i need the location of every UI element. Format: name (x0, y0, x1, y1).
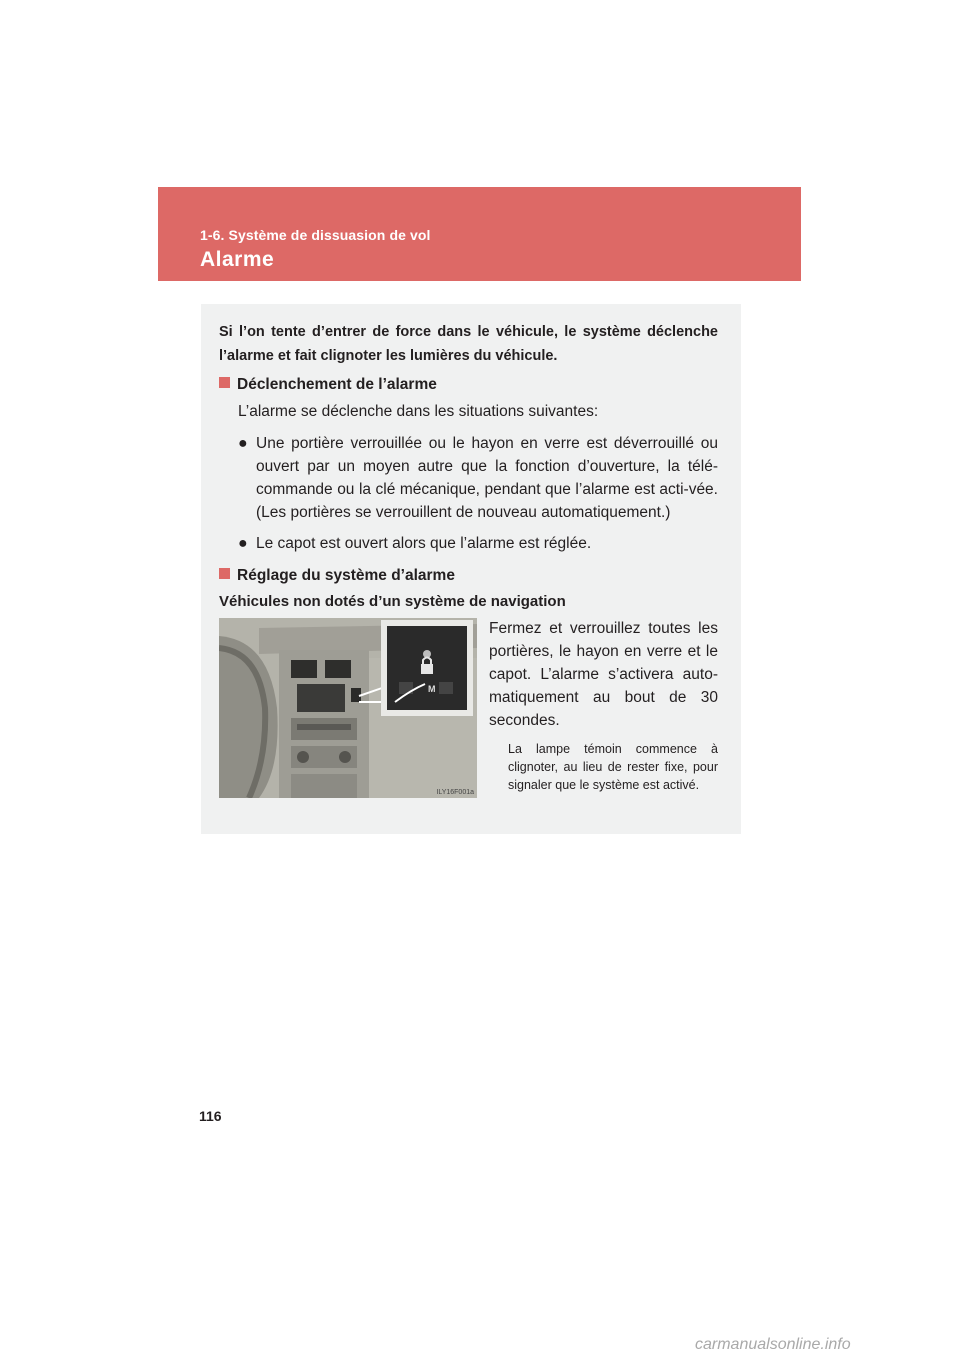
dashboard-illustration (219, 618, 477, 798)
red-square-icon (219, 377, 230, 388)
setting-note: La lampe témoin commence à clignoter, au lieu de rester fixe, pour signaler que le système est activé. (508, 742, 718, 792)
triggering-description: L’alarme se déclenche dans les situations suivantes: (238, 403, 599, 420)
figure-code: ILY16F001a (436, 789, 474, 796)
page-title: Alarme (200, 248, 275, 271)
list-item-text: Une portière verrouillée ou le hayon en verre est déverrouillé ou ouvert par un moyen autre que la fonction d’ouverture, la télé-commande ou la clé mécanique, pendant que l’alarme est acti-vée. (Les portières se verrouillent de nouveau automatiquement.) (256, 435, 718, 521)
section-label: 1-6. Système de dissuasion de vol (200, 227, 431, 243)
setting-heading-text: Réglage du système d’alarme (237, 567, 455, 584)
bullet-icon: ● (238, 535, 248, 552)
bullet-icon: ● (238, 435, 248, 452)
figure-button-label: M (428, 684, 436, 694)
list-item (238, 532, 718, 555)
triggering-heading-text: Déclenchement de l’alarme (237, 376, 437, 393)
section-header-bar (158, 187, 801, 281)
content-box (201, 304, 741, 834)
setting-instruction: Fermez et verrouillez toutes les portières, le hayon en verre et le capot. L’alarme s’activera auto-matiquement au bout de 30 secondes. (489, 620, 718, 729)
watermark-text: carmanualsonline.info (695, 1336, 851, 1353)
red-square-icon (219, 568, 230, 579)
intro-text: Si l’on tente d’entrer de force dans le véhicule, le système déclenche l’alarme et fait clignoter les lumières du véhicule. (219, 324, 718, 364)
setting-heading (219, 565, 455, 587)
list-item (238, 432, 718, 524)
list-item-text: Le capot est ouvert alors que l’alarme est réglée. (256, 535, 592, 552)
dashboard-figure (219, 618, 477, 798)
no-navigation-subheading: Véhicules non dotés d’un système de navigation (219, 593, 566, 610)
page-number: 116 (199, 1108, 222, 1124)
triggering-heading (219, 374, 437, 396)
